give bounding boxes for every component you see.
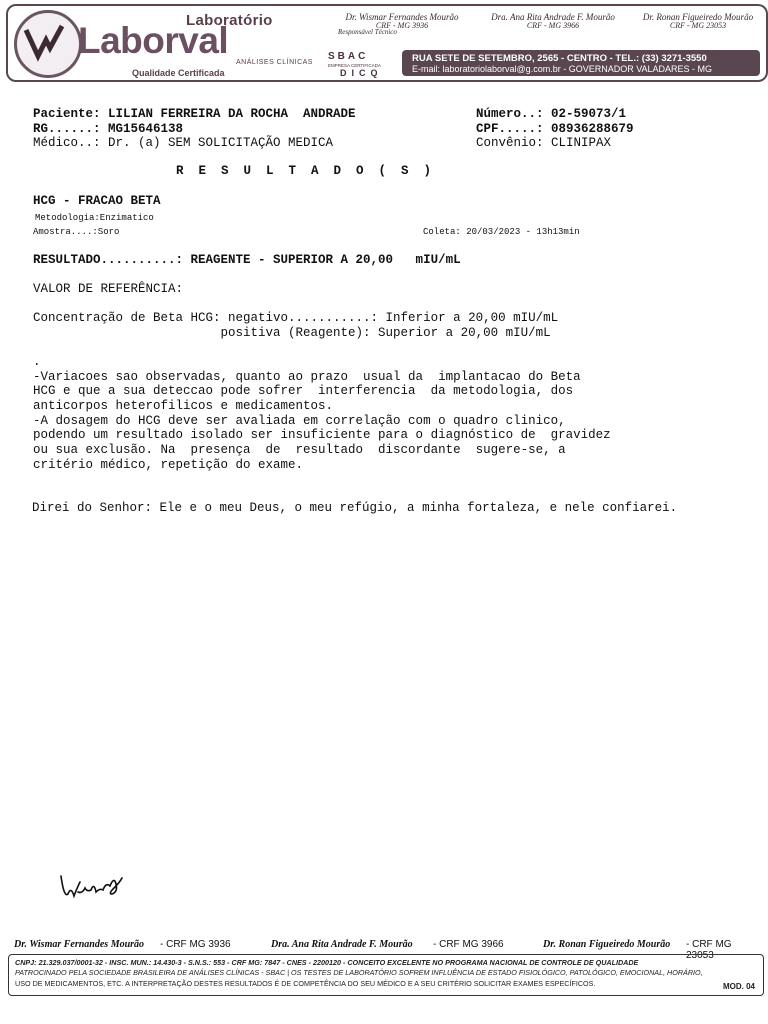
header-doctor-1: Dr. Wismar Fernandes Mourão	[345, 12, 459, 22]
header-doctor-1-crf: CRF - MG 3936	[375, 21, 429, 30]
sbac-caption: EMPRESA CERTIFICADA	[328, 63, 381, 68]
footer-doctor-3-name: Dr. Ronan Figueiredo Mourão	[543, 939, 671, 950]
notes-dot: .	[33, 355, 41, 369]
exam-resultado: RESULTADO..........: REAGENTE - SUPERIOR A 20,00 mIU/mL	[33, 253, 461, 267]
footer-legal-box	[8, 954, 764, 996]
patient-name: Paciente: LILIAN FERREIRA DA ROCHA ANDRADE	[33, 107, 356, 121]
footer-doctor-2-crf: - CRF MG 3966	[433, 939, 504, 950]
patient-rg: RG......: MG15646138	[33, 122, 184, 136]
reference-negativo: Concentração de Beta HCG: negativo...........: Inferior a 20,00 mIU/mL	[33, 311, 559, 325]
email-line: E-mail: laboratoriolaborval@g.com.br - GOVERNADOR VALADARES - MG	[412, 64, 713, 74]
footer-line-1: CNPJ: 21.329.037/0001-32 - INSC. MUN.: 14.430-3 - S.N.S.: 553 - CRF MG: 7847 - CNES - 2200120 - CONCEITO EXCELENTE NO PROGRAMA NACIONAL DE CONTROLE DE QUALIDADE	[15, 958, 639, 967]
footer-doctor-2-name: Dra. Ana Rita Andrade F. Mourão	[271, 939, 413, 950]
note-line: podendo um resultado isolado ser insuficiente para o diagnóstico de gravidez	[33, 428, 611, 442]
footer-doctor-1-crf: - CRF MG 3936	[160, 939, 231, 950]
header-doctor-3-crf: CRF - MG 23053	[669, 21, 727, 30]
brand-laboratorio: Laboratório	[186, 12, 273, 29]
exam-name: HCG - FRACAO BETA	[33, 194, 161, 208]
header-doctor-2: Dra. Ana Rita Andrade F. Mourão	[491, 12, 615, 22]
patient-convenio: Convênio: CLINIPAX	[476, 136, 612, 150]
laborval-logo-icon	[22, 20, 66, 64]
patient-cpf: CPF.....: 08936288679	[476, 122, 634, 136]
footer-line-2: PATROCINADO PELA SOCIEDADE BRASILEIRA DE ANÁLISES CLÍNICAS - SBAC | OS TESTES DE LABORATÓRIO SOFREM INFLUÊNCIA DE ESTADO FISIOLÓGICO, PATOLÓGICO, EMOCIONAL, HORÁRIO,	[15, 968, 703, 977]
header-doctor-2-crf: CRF - MG 3966	[526, 21, 580, 30]
note-line: -A dosagem do HCG deve ser avaliada em correlação com o quadro clinico,	[33, 414, 566, 428]
signature-image	[58, 868, 128, 904]
brand-quality: Qualidade Certificada	[132, 68, 225, 78]
footer-doctor-1-name: Dr. Wismar Fernandes Mourão	[14, 939, 145, 950]
letterhead	[6, 4, 768, 82]
reference-title: VALOR DE REFERÊNCIA:	[33, 282, 184, 296]
brand-name: Laborval	[78, 20, 229, 61]
results-title: R E S U L T A D O ( S )	[176, 164, 432, 178]
sbac-seal: SBAC	[328, 51, 369, 62]
exam-amostra: Amostra....:Soro	[33, 227, 120, 237]
note-line: critério médico, repetição do exame.	[33, 458, 304, 472]
note-line: anticorpos heterofilicos e medicamentos.	[33, 399, 334, 413]
footer-doctor-3-crf: - CRF MG 23053	[686, 939, 732, 961]
patient-numero: Número..: 02-59073/1	[476, 107, 627, 121]
header-doctor-3: Dr. Ronan Figueiredo Mourão	[642, 12, 754, 22]
note-line: HCG e que a sua deteccao pode sofrer interferencia da metodologia, dos	[33, 384, 574, 398]
footer-line-3: USO DE MEDICAMENTOS, ETC. A INTERPRETAÇÃO DESTES RESULTADOS É DE COMPETÊNCIA DO SEU MÉDICO E A SEU CRITÉRIO SOLICITAR EXAMES ESPECÍFICOS.	[15, 979, 596, 988]
exam-metodologia: Metodologia:Enzimatico	[35, 213, 154, 223]
note-line: -Variacoes sao observadas, quanto ao prazo usual da implantacao do Beta	[33, 370, 581, 384]
brand-subtitle: ANÁLISES CLÍNICAS	[236, 59, 313, 66]
reference-positivo: positiva (Reagente): Superior a 20,00 mIU/mL	[33, 326, 551, 340]
patient-medico: Médico..: Dr. (a) SEM SOLICITAÇÃO MEDICA	[33, 136, 334, 150]
note-line: ou sua exclusão. Na presença de resultado discordante sugere-se, a	[33, 443, 566, 457]
address-line: RUA SETE DE SETEMBRO, 2565 - CENTRO - TEL.: (33) 3271-3550	[412, 53, 707, 64]
responsavel-tecnico: Responsável Técnico	[338, 28, 397, 36]
exam-coleta: Coleta: 20/03/2023 - 13h13min	[423, 227, 580, 237]
dicq-seal: DICQ	[340, 68, 383, 78]
bible-verse: Direi do Senhor: Ele e o meu Deus, o meu refúgio, a minha fortaleza, e nele confiarei.	[32, 501, 678, 515]
footer-mod: MOD. 04	[722, 982, 755, 991]
